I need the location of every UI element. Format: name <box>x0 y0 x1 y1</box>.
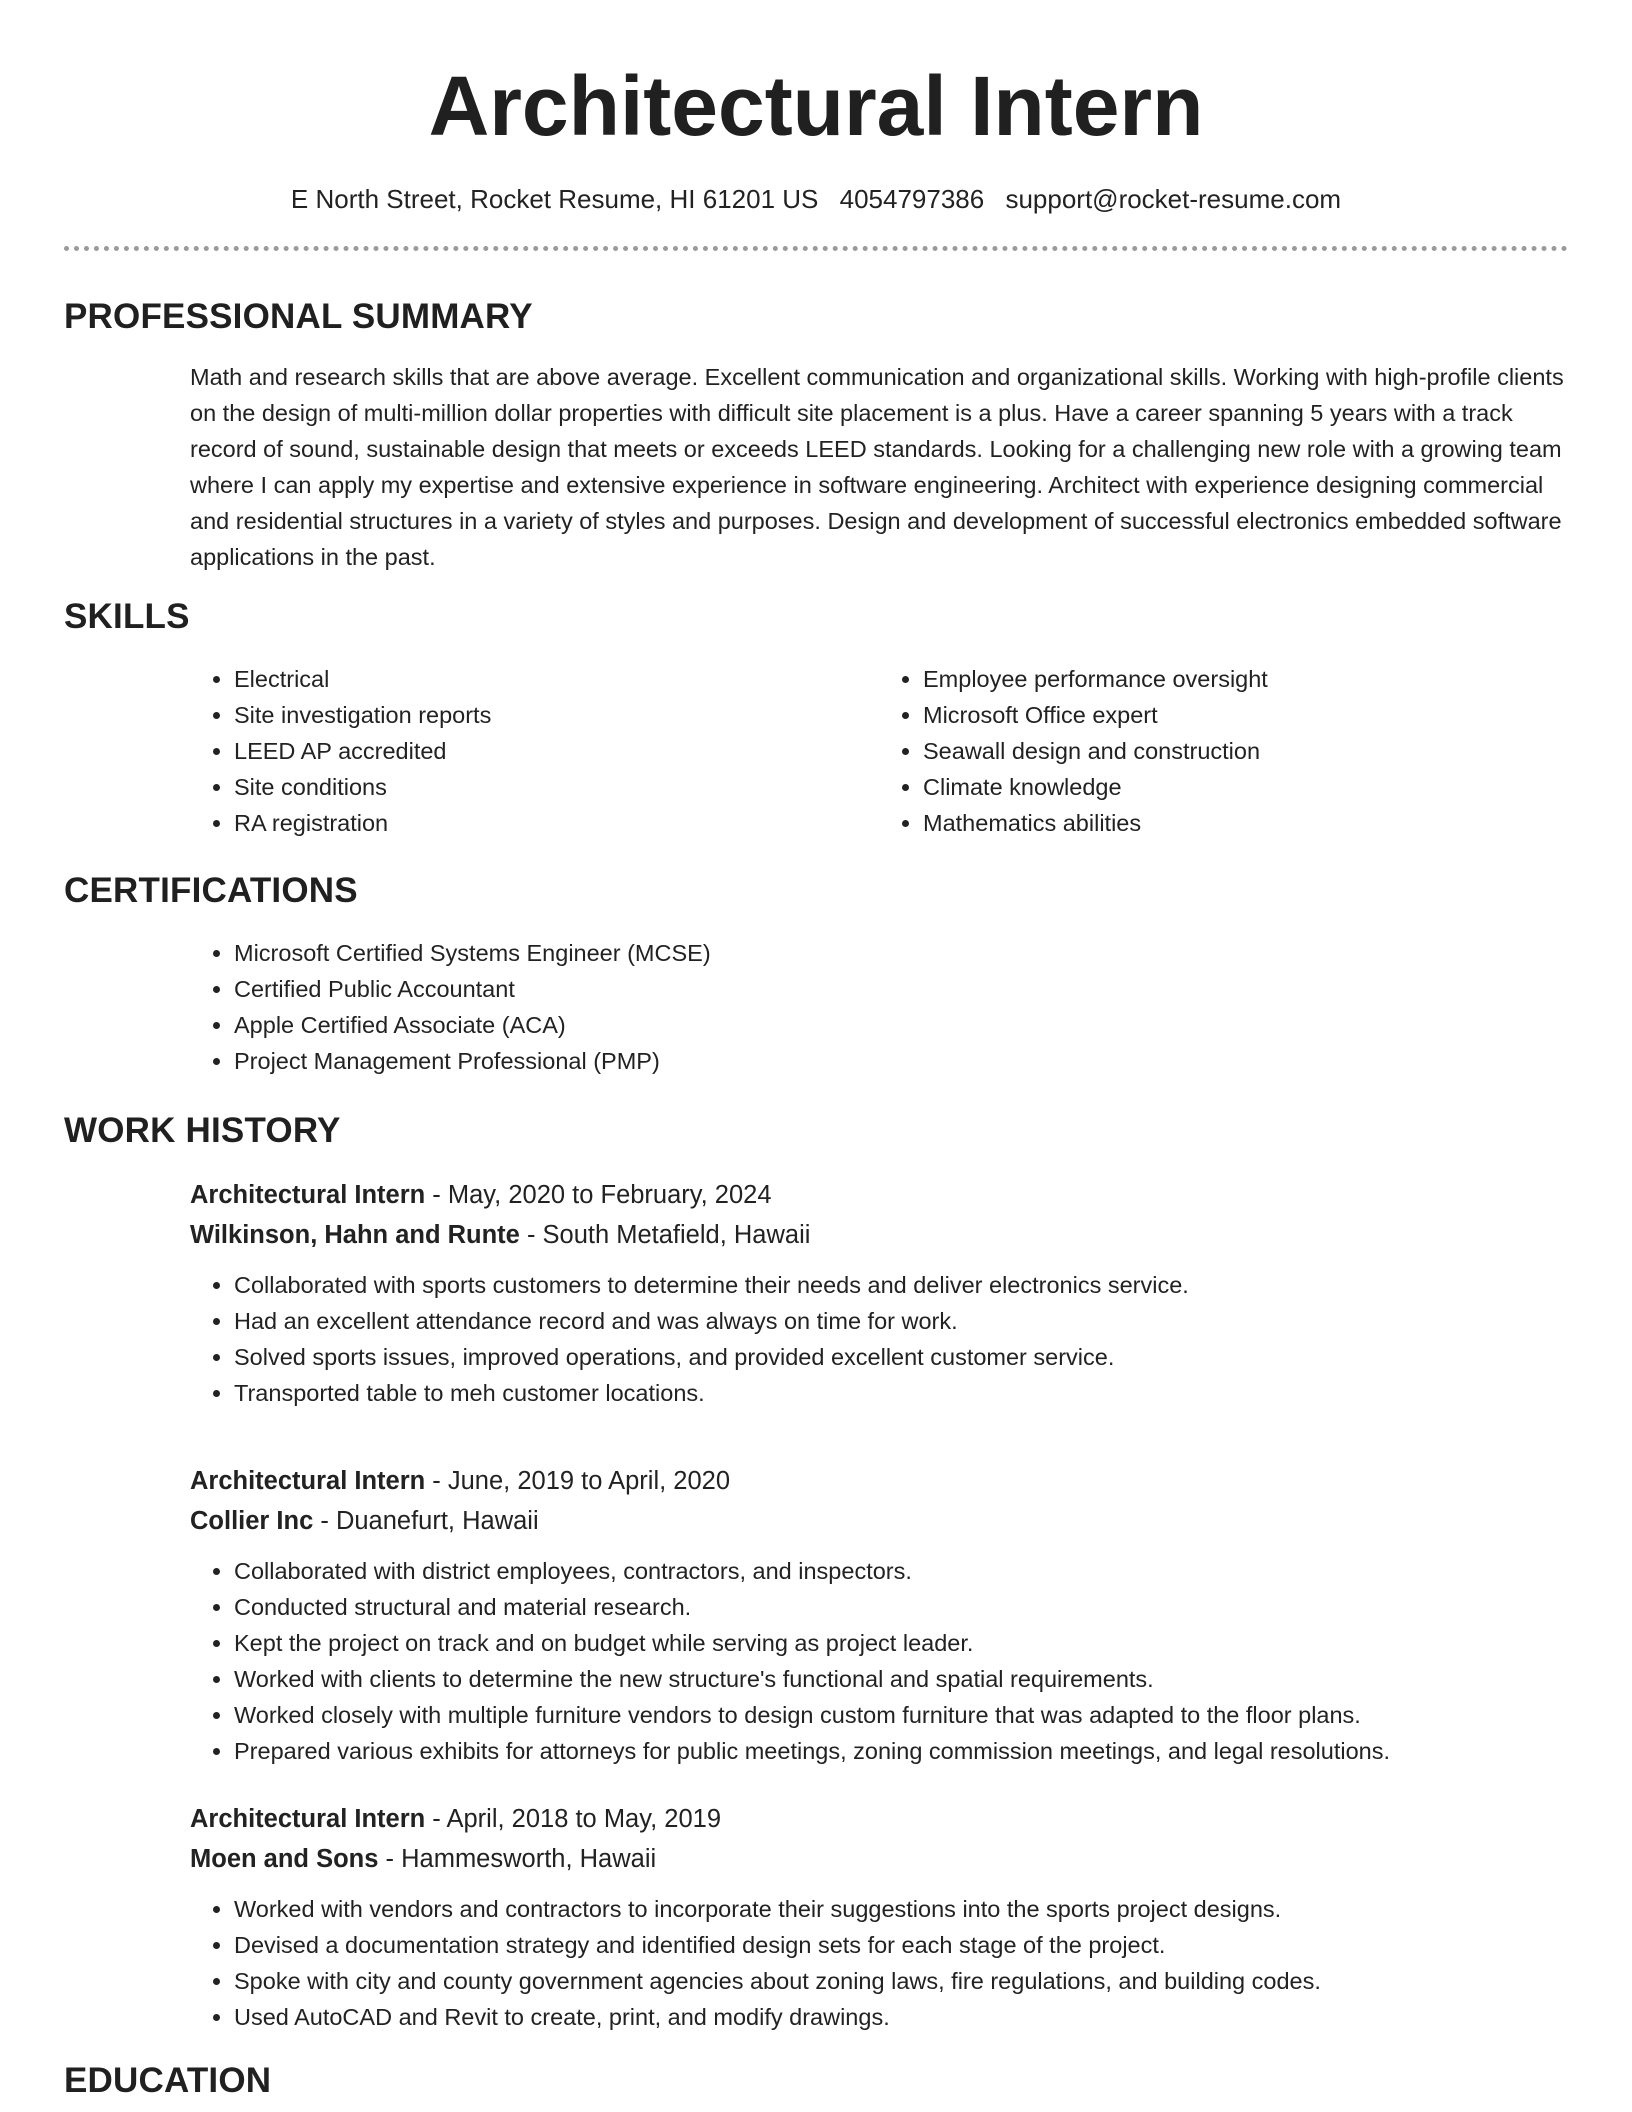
certification-item: • Certified Public Accountant <box>234 971 1568 1007</box>
job-bullet: • Prepared various exhibits for attorneys for public meetings, zoning commission meetings, and legal resolutions. <box>234 1733 1568 1769</box>
job-title-line <box>190 1175 1568 1215</box>
skills-column-left <box>190 661 879 841</box>
certifications-list <box>190 935 1568 1079</box>
job-bullet: • Worked with clients to determine the new structure's functional and spatial requirements. <box>234 1661 1568 1697</box>
skill-item: • Microsoft Office expert <box>923 697 1568 733</box>
work-history-heading: WORK HISTORY <box>64 1111 341 1150</box>
education-heading: EDUCATION <box>64 2061 272 2100</box>
certification-item: • Microsoft Certified Systems Engineer (MCSE) <box>234 935 1568 971</box>
job-location: - Hammesworth, Hawaii <box>378 1845 657 1873</box>
contact-email: support@rocket-resume.com <box>1005 184 1342 214</box>
job-bullet: • Solved sports issues, improved operations, and provided excellent customer service. <box>234 1339 1568 1375</box>
job-bullet: • Collaborated with sports customers to determine their needs and deliver electronics service. <box>234 1267 1568 1303</box>
job-entry <box>190 1175 1568 1411</box>
skill-item: • Employee performance oversight <box>923 661 1568 697</box>
contact-phone: 4054797386 <box>839 184 985 214</box>
skill-item: • RA registration <box>234 805 879 841</box>
skills-list <box>190 661 1568 841</box>
job-bullet: • Conducted structural and material research. <box>234 1589 1568 1625</box>
header-divider <box>64 246 1568 251</box>
job-bullet: • Spoke with city and county government agencies about zoning laws, fire regulations, and building codes. <box>234 1963 1568 1999</box>
job-company: Collier Inc <box>190 1507 314 1535</box>
job-bullet: • Used AutoCAD and Revit to create, print, and modify drawings. <box>234 1999 1568 2035</box>
job-company-line <box>190 1501 1568 1541</box>
job-dates: - April, 2018 to May, 2019 <box>425 1805 721 1833</box>
job-dates: - May, 2020 to February, 2024 <box>425 1181 772 1209</box>
job-bullets <box>190 1891 1568 2035</box>
job-entry <box>190 1799 1568 2035</box>
skills-heading: SKILLS <box>64 597 190 636</box>
job-role: Architectural Intern <box>190 1805 426 1833</box>
job-bullet: • Kept the project on track and on budget while serving as project leader. <box>234 1625 1568 1661</box>
job-title-line <box>190 1799 1568 1839</box>
certification-item: • Apple Certified Associate (ACA) <box>234 1007 1568 1043</box>
skills-column-right <box>879 661 1568 841</box>
job-location: - South Metafield, Hawaii <box>519 1221 811 1249</box>
skill-item: • Mathematics abilities <box>923 805 1568 841</box>
job-bullet: • Collaborated with district employees, contractors, and inspectors. <box>234 1553 1568 1589</box>
skill-item: • Climate knowledge <box>923 769 1568 805</box>
job-title-line <box>190 1461 1568 1501</box>
job-role: Architectural Intern <box>190 1181 426 1209</box>
contact-address: E North Street, Rocket Resume, HI 61201 US <box>290 184 819 214</box>
job-bullets <box>190 1553 1568 1769</box>
job-company: Moen and Sons <box>190 1845 379 1873</box>
job-bullet: • Had an excellent attendance record and was always on time for work. <box>234 1303 1568 1339</box>
resume-page <box>64 0 1568 2103</box>
certification-item: • Project Management Professional (PMP) <box>234 1043 1568 1079</box>
skill-item: • Site investigation reports <box>234 697 879 733</box>
skill-item: • Electrical <box>234 661 879 697</box>
job-company: Wilkinson, Hahn and Runte <box>190 1221 520 1249</box>
job-company-line <box>190 1839 1568 1879</box>
job-dates: - June, 2019 to April, 2020 <box>425 1467 731 1495</box>
skill-item: • Seawall design and construction <box>923 733 1568 769</box>
job-role: Architectural Intern <box>190 1467 426 1495</box>
job-company-line <box>190 1215 1568 1255</box>
contact-line <box>64 182 1568 216</box>
job-bullet: • Worked with vendors and contractors to incorporate their suggestions into the sports project designs. <box>234 1891 1568 1927</box>
summary-text: Math and research skills that are above average. Excellent communication and organizational skills. Working with high-profile clients on the design of multi-million dollar properties with difficult site placement is a plus. Have a career spanning 5 years with a track record of sound, sustainable design that meets or exceeds LEED standards. Looking for a challenging new role with a growing team where I can apply my expertise and extensive experience in software engineering. Architect with experience designing commercial and residential structures in a variety of styles and purposes. Design and development of successful electronics embedded software applications in the past. <box>190 364 1564 570</box>
certifications-heading: CERTIFICATIONS <box>64 871 358 910</box>
job-bullet: • Worked closely with multiple furniture vendors to design custom furniture that was adapted to the floor plans. <box>234 1697 1568 1733</box>
job-location: - Duanefurt, Hawaii <box>313 1507 539 1535</box>
job-bullet: • Devised a documentation strategy and identified design sets for each stage of the project. <box>234 1927 1568 1963</box>
skill-item: • LEED AP accredited <box>234 733 879 769</box>
summary-heading: PROFESSIONAL SUMMARY <box>64 297 533 336</box>
job-entry <box>190 1461 1568 1769</box>
job-bullets <box>190 1267 1568 1411</box>
skill-item: • Site conditions <box>234 769 879 805</box>
resume-name: Architectural Intern <box>428 59 1204 153</box>
job-bullet: • Transported table to meh customer locations. <box>234 1375 1568 1411</box>
